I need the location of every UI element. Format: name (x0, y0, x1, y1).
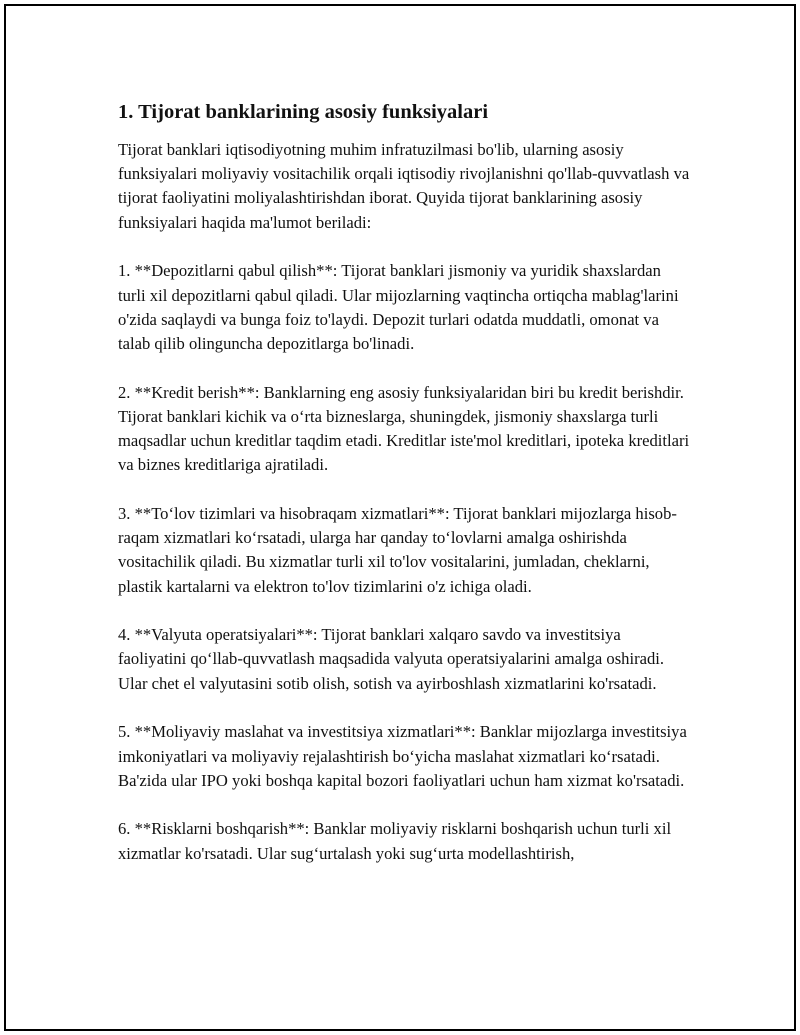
document-title: 1. Tijorat banklarining asosiy funksiyalari (118, 101, 489, 123)
document-body (118, 98, 692, 890)
page-frame (4, 4, 796, 1031)
paragraph-payments: 3. **To‘lov tizimlari va hisobraqam xizmatlari**: Tijorat banklari mijozlarga hisob-raqam xizmatlari ko‘rsatadi, ularga har qanday to‘lovlarni amalga oshirishda vositachilik qiladi. Bu xizmatlar turli xil to'lov vositalarini, jumladan, cheklarni, plastik kartalarni va elektron to'lov tizimlarini o'z ichiga oladi. (118, 503, 677, 596)
paragraph-advisory: 5. **Moliyaviy maslahat va investitsiya xizmatlari**: Banklar mijozlarga investitsiya imkoniyatlari va moliyaviy rejalashtirish bo‘yicha maslahat xizmatlari ko‘rsatadi. Ba'zida ular IPO yoki boshqa kapital bozori faoliyatlari uchun ham xizmat ko'rsatadi. (118, 722, 687, 790)
paragraph-credit: 2. **Kredit berish**: Banklarning eng asosiy funksiyalaridan biri bu kredit berishdir. Tijorat banklari kichik va o‘rta bizneslarga, shuningdek, jismoniy shaxslarga turli maqsadlar uchun kreditlar taqdim etadi. Kreditlar iste'mol kreditlari, ipoteka kreditlari va biznes kreditlariga ajratiladi. (118, 382, 690, 475)
paragraph-risk: 6. **Risklarni boshqarish**: Banklar moliyaviy risklarni boshqarish uchun turli xil xizmatlar ko'rsatadi. Ular sug‘urtalash yoki sug‘urta modellashtirish, (118, 819, 672, 863)
paragraph-deposits: 1. **Depozitlarni qabul qilish**: Tijorat banklari jismoniy va yuridik shaxslardan turli xil depozitlarni qabul qiladi. Ular mijozlarning vaqtincha ortiqcha mablag'larini o'zida saqlaydi va bunga foiz to'laydi. Depozit turlari odatda muddatli, omonat va talab qilib olinguncha depozitlarga bo'linadi. (118, 261, 679, 353)
intro-paragraph: Tijorat banklari iqtisodiyotning muhim infratuzilmasi bo'lib, ularning asosiy funksiyalari moliyaviy vositachilik orqali iqtisodiy rivojlanishni qo'llab-quvvatlash va tijorat faoliyatini moliyalashtirishdan iborat. Quyida tijorat banklarining asosiy funksiyalari haqida ma'lumot beriladi: (118, 140, 690, 232)
paragraph-currency: 4. **Valyuta operatsiyalari**: Tijorat banklari xalqaro savdo va investitsiya faoliyatini qo‘llab-quvvatlash maqsadida valyuta operatsiyalarini amalga oshiradi. Ular chet el valyutasini sotib olish, sotish va ayirboshlash xizmatlarini ko'rsatadi. (118, 625, 665, 693)
